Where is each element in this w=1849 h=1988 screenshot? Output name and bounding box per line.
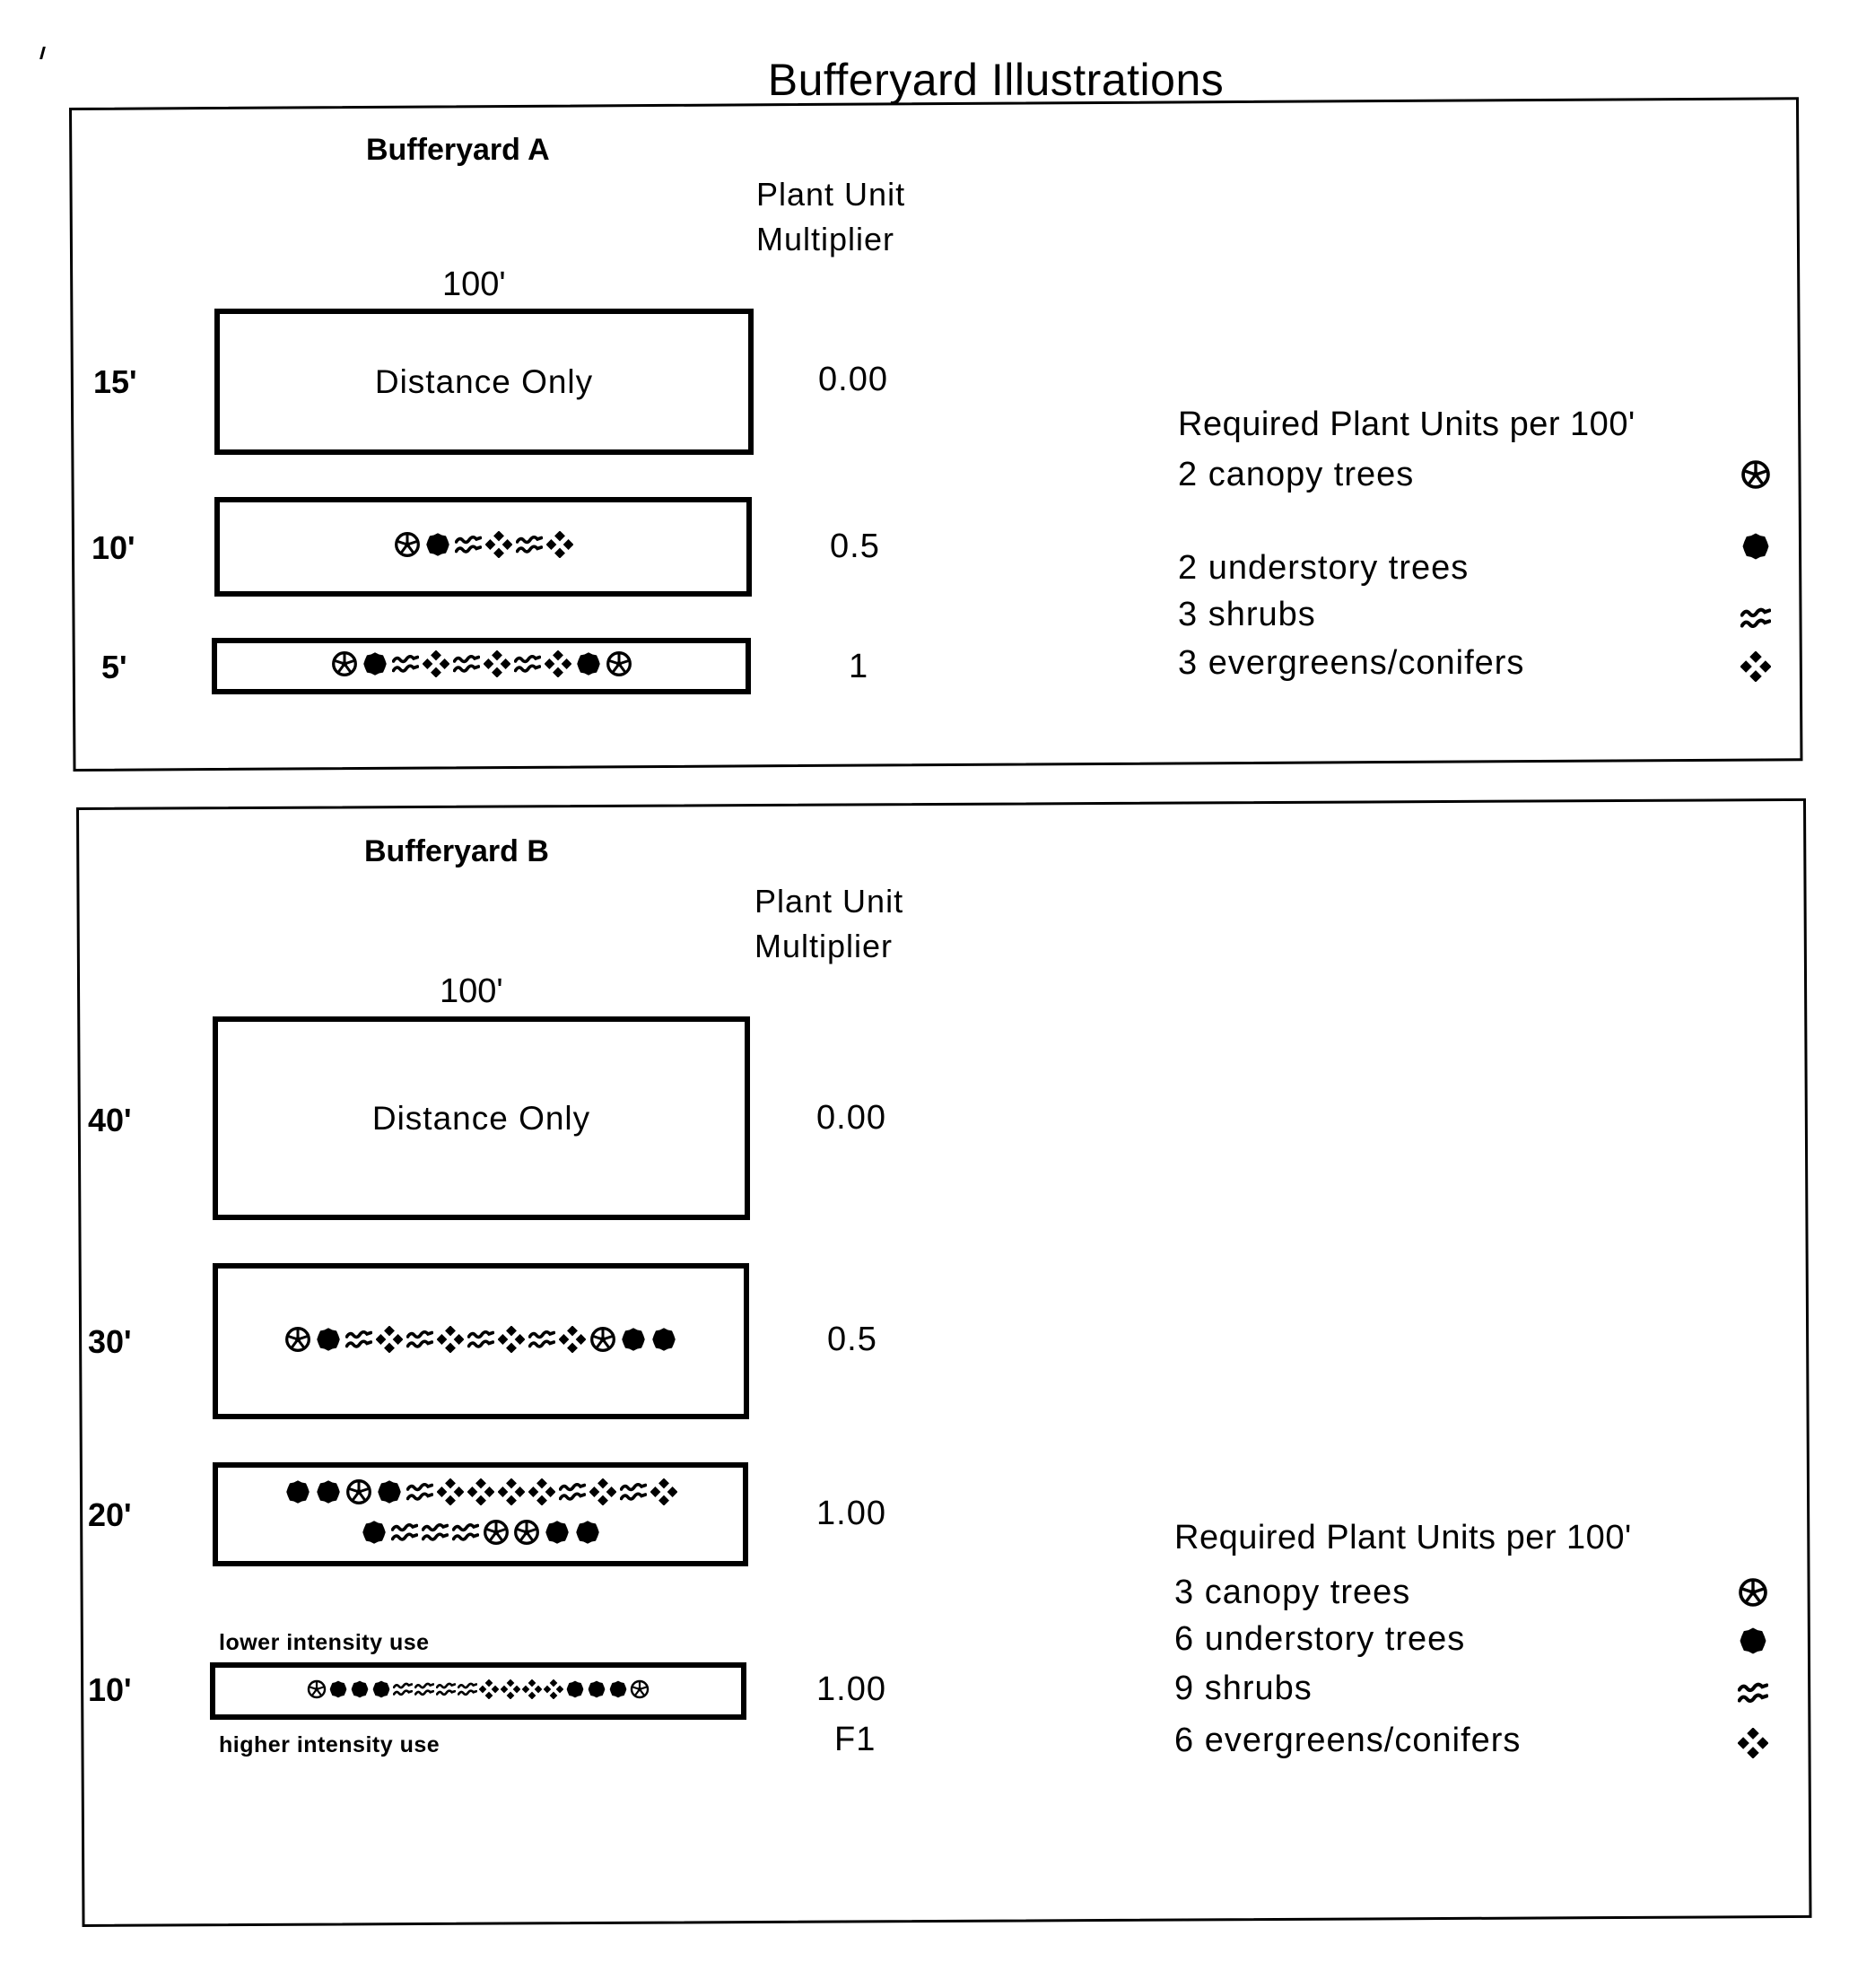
- understory-tree-icon: [1738, 1626, 1768, 1661]
- shrub-icon: [1738, 1678, 1768, 1713]
- evergreen-conifer-icon: [1738, 1728, 1768, 1763]
- shrub-icon: [406, 1478, 433, 1510]
- legend-item-shrubs: 9 shrubs: [1174, 1670, 1313, 1707]
- understory-tree-icon: [315, 1326, 342, 1357]
- bufferyard-a-multiplier-header: [756, 172, 905, 262]
- understory-tree-icon: [608, 1679, 628, 1704]
- canopy-tree-icon: [394, 531, 421, 562]
- evergreen-conifer-icon: [559, 1326, 586, 1357]
- lower-intensity-label: lower intensity use: [219, 1630, 430, 1655]
- evergreen-conifer-icon: [437, 1478, 464, 1510]
- multiplier-header-line2: Multiplier: [754, 928, 894, 964]
- understory-tree-icon: [565, 1679, 585, 1704]
- evergreen-conifer-icon: [376, 1326, 403, 1357]
- bufferyard-a-width-label: 100': [442, 266, 506, 303]
- bufferyard-b-box-10: [210, 1662, 746, 1720]
- shrub-icon: [453, 650, 480, 682]
- understory-tree-icon: [361, 1519, 388, 1550]
- canopy-tree-icon: [284, 1326, 311, 1357]
- evergreen-conifer-icon: [650, 1478, 677, 1510]
- canopy-tree-icon: [331, 650, 358, 682]
- canopy-tree-icon: [606, 650, 632, 682]
- higher-intensity-label: higher intensity use: [219, 1732, 440, 1757]
- understory-tree-icon: [620, 1326, 647, 1357]
- shrub-icon: [1740, 603, 1771, 638]
- evergreen-conifer-icon: [479, 1679, 499, 1704]
- bufferyard-a-depth-10: 10': [92, 529, 135, 566]
- page-title: Bufferyard Illustrations: [767, 55, 1225, 105]
- evergreen-conifer-icon: [1740, 651, 1771, 686]
- shrub-icon: [559, 1478, 586, 1510]
- shrub-icon: [452, 1519, 479, 1550]
- evergreen-conifer-icon: [546, 531, 573, 562]
- bufferyard-a-multiplier-15: 0.00: [818, 361, 888, 398]
- legend-item-canopy: 2 canopy trees: [1178, 456, 1415, 493]
- evergreen-conifer-icon: [467, 1478, 494, 1510]
- bufferyard-a-legend-title: Required Plant Units per 100': [1178, 405, 1635, 443]
- canopy-tree-icon: [345, 1478, 372, 1510]
- evergreen-conifer-icon: [589, 1478, 616, 1510]
- canopy-tree-icon: [589, 1326, 616, 1357]
- evergreen-conifer-icon: [484, 650, 510, 682]
- understory-tree-icon: [371, 1679, 391, 1704]
- bufferyard-b-depth-20: 20': [88, 1496, 132, 1533]
- canopy-tree-icon: [513, 1519, 540, 1550]
- shrub-icon: [620, 1478, 647, 1510]
- canopy-tree-icon: [483, 1519, 510, 1550]
- evergreen-conifer-icon: [545, 650, 571, 682]
- multiplier-header-line1: Plant Unit: [756, 176, 906, 213]
- understory-tree-icon: [650, 1326, 677, 1357]
- bufferyard-b-title: Bufferyard B: [364, 834, 549, 868]
- shrub-icon: [436, 1679, 456, 1704]
- shrub-icon: [345, 1326, 372, 1357]
- bufferyard-b-multiplier-header: [754, 879, 903, 969]
- distance-only-text: Distance Only: [371, 1099, 591, 1137]
- shrub-icon: [422, 1519, 449, 1550]
- evergreen-conifer-icon: [528, 1478, 555, 1510]
- understory-tree-icon: [362, 650, 388, 682]
- multiplier-header-line1: Plant Unit: [754, 883, 904, 920]
- bufferyard-a-box-10: [214, 497, 752, 597]
- bufferyard-b-depth-10: 10': [88, 1671, 132, 1708]
- bufferyard-b-legend-title: Required Plant Units per 100': [1174, 1519, 1632, 1556]
- shrub-icon: [414, 1679, 434, 1704]
- canopy-tree-icon: [1740, 459, 1771, 494]
- canopy-tree-icon: [630, 1679, 650, 1704]
- understory-tree-icon: [544, 1519, 571, 1550]
- evergreen-conifer-icon: [544, 1679, 563, 1704]
- distance-only-text: Distance Only: [374, 362, 594, 400]
- plant-row: [331, 650, 632, 682]
- bufferyard-a-depth-5: 5': [101, 649, 127, 685]
- bufferyard-a-multiplier-10: 0.5: [830, 528, 880, 565]
- evergreen-conifer-icon: [501, 1679, 520, 1704]
- evergreen-conifer-icon: [522, 1679, 542, 1704]
- evergreen-conifer-icon: [423, 650, 449, 682]
- evergreen-conifer-icon: [485, 531, 512, 562]
- understory-tree-icon: [1740, 531, 1771, 566]
- understory-tree-icon: [424, 531, 451, 562]
- bufferyard-a-box-5: [212, 638, 751, 694]
- bufferyard-b-multiplier-10: 1.00: [816, 1670, 886, 1708]
- bufferyard-b-width-label: 100': [440, 972, 503, 1010]
- plant-row: [394, 531, 573, 562]
- understory-tree-icon: [575, 650, 602, 682]
- bufferyard-b-depth-40: 40': [88, 1102, 132, 1138]
- legend-item-evergreens: 3 evergreens/conifers: [1178, 644, 1525, 682]
- plant-row-2: [361, 1519, 601, 1550]
- legend-item-evergreens: 6 evergreens/conifers: [1174, 1722, 1522, 1759]
- bufferyard-b-multiplier-30: 0.5: [827, 1321, 877, 1358]
- plant-row: [284, 1478, 677, 1510]
- shrub-icon: [393, 1679, 413, 1704]
- understory-tree-icon: [284, 1478, 311, 1510]
- bufferyard-a-title: Bufferyard A: [366, 133, 550, 167]
- shrub-icon: [406, 1326, 433, 1357]
- bufferyard-b-box-40: [213, 1016, 750, 1220]
- evergreen-conifer-icon: [498, 1478, 525, 1510]
- bufferyard-b-box-30: [213, 1263, 749, 1419]
- bufferyard-a-box-15: [214, 309, 754, 455]
- understory-tree-icon: [315, 1478, 342, 1510]
- plant-row: [284, 1326, 677, 1357]
- evergreen-conifer-icon: [498, 1326, 525, 1357]
- bufferyard-b-depth-30: 30': [88, 1323, 132, 1360]
- shrub-icon: [467, 1326, 494, 1357]
- understory-tree-icon: [376, 1478, 403, 1510]
- bufferyard-b-multiplier-40: 0.00: [816, 1099, 886, 1137]
- shrub-icon: [391, 1519, 418, 1550]
- legend-item-canopy: 3 canopy trees: [1174, 1574, 1411, 1611]
- understory-tree-icon: [587, 1679, 606, 1704]
- shrub-icon: [516, 531, 543, 562]
- shrub-icon: [528, 1326, 555, 1357]
- canopy-tree-icon: [307, 1679, 327, 1704]
- canopy-tree-icon: [1738, 1577, 1768, 1612]
- bufferyard-b-multiplier-20: 1.00: [816, 1495, 886, 1532]
- understory-tree-icon: [328, 1679, 348, 1704]
- understory-tree-icon: [574, 1519, 601, 1550]
- bufferyard-a-multiplier-5: 1: [849, 648, 869, 685]
- bufferyard-b-box-20: [213, 1462, 748, 1566]
- shrub-icon: [514, 650, 541, 682]
- understory-tree-icon: [350, 1679, 370, 1704]
- bufferyard-a-depth-15: 15': [93, 363, 137, 400]
- evergreen-conifer-icon: [437, 1326, 464, 1357]
- plant-row: [307, 1679, 650, 1704]
- legend-item-shrubs: 3 shrubs: [1178, 596, 1316, 633]
- legend-item-understory: 2 understory trees: [1178, 549, 1470, 587]
- shrub-icon: [458, 1679, 477, 1704]
- bufferyard-b-multiplier-note: F1: [834, 1721, 877, 1758]
- shrub-icon: [392, 650, 419, 682]
- legend-item-understory: 6 understory trees: [1174, 1620, 1466, 1658]
- shrub-icon: [455, 531, 482, 562]
- multiplier-header-line2: Multiplier: [756, 221, 895, 257]
